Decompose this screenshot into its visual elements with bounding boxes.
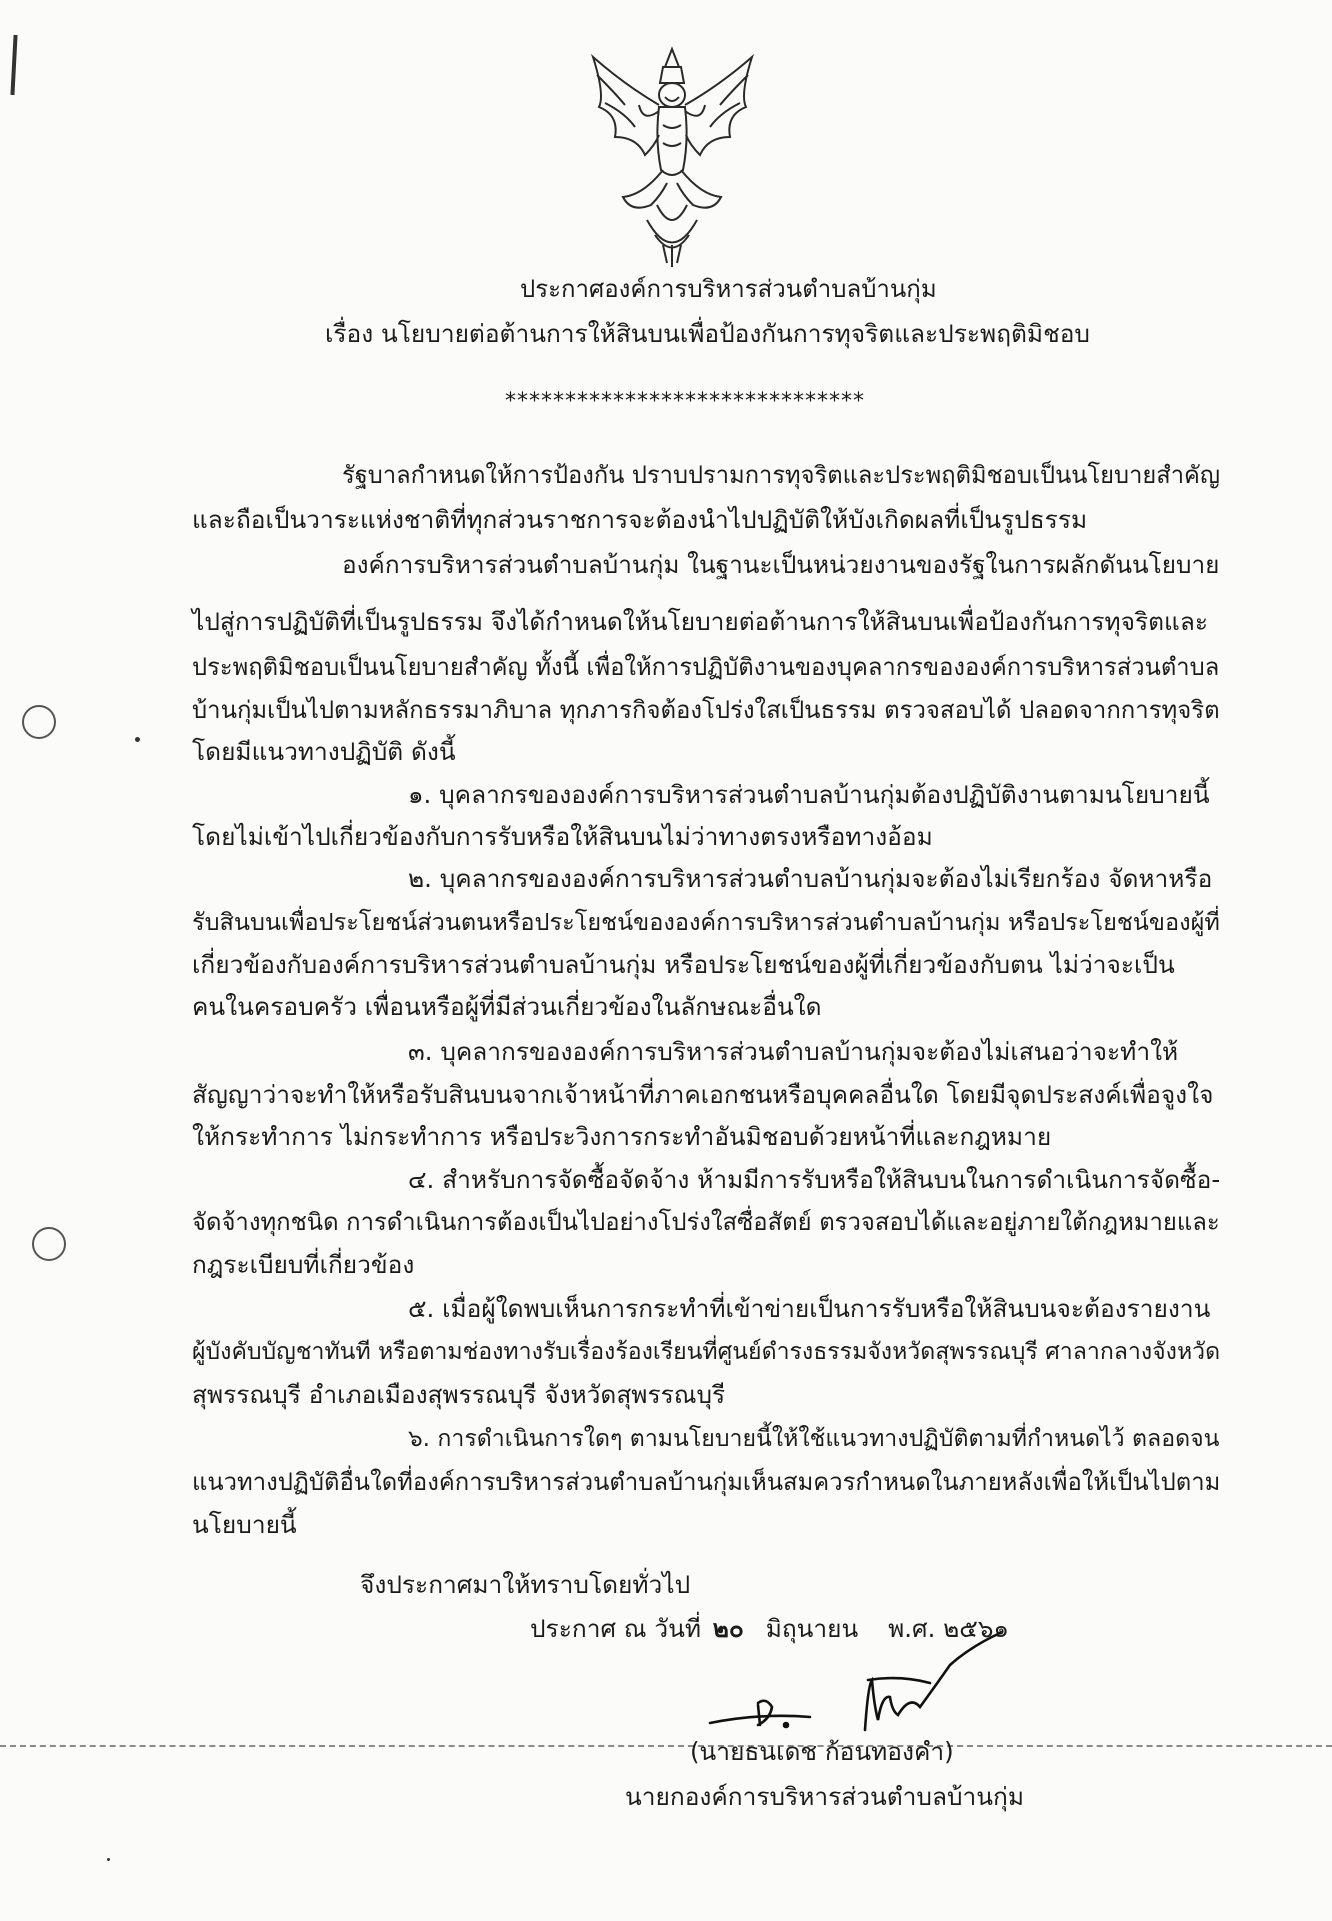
punch-hole xyxy=(22,705,56,739)
date-prefix: ประกาศ ณ วันที่ xyxy=(530,1614,701,1643)
policy-item-4: ๔. สำหรับการจัดซื้อจัดจ้าง ห้ามมีการรับหรือให้สินบนในการดำเนินการจัดซื้อ- xyxy=(408,1165,1221,1194)
body-line: ประพฤติมิชอบเป็นนโยบายสำคัญ ทั้งนี้ เพื่อให้การปฏิบัติงานของบุคลากรขององค์การบริหารส่วนตำบล xyxy=(192,653,1220,681)
document-title: ประกาศองค์การบริหารส่วนตำบลบ้านกุ่ม xyxy=(520,275,937,303)
policy-item-6: ๖. การดำเนินการใดๆ ตามนโยบายนี้ให้ใช้แนวทางปฏิบัติตามที่กำหนดไว้ ตลอดจน xyxy=(408,1426,1220,1452)
policy-item-2: ๒. บุคลากรขององค์การบริหารส่วนตำบลบ้านกุ่มจะต้องไม่เรียกร้อง จัดหาหรือ xyxy=(408,864,1213,893)
closing-announcement: จึงประกาศมาให้ทราบโดยทั่วไป xyxy=(360,1570,691,1599)
body-line: รับสินบนเพื่อประโยชน์ส่วนตนหรือประโยชน์ขององค์การบริหารส่วนตำบลบ้านกุ่ม หรือประโยชน์ของผู้ที่ xyxy=(192,908,1220,936)
policy-item-3: ๓. บุคลากรขององค์การบริหารส่วนตำบลบ้านกุ่มจะต้องไม่เสนอว่าจะทำให้ xyxy=(408,1037,1179,1066)
body-line: คนในครอบครัว เพื่อนหรือผู้ที่มีส่วนเกี่ยวข้องในลักษณะอื่นใด xyxy=(192,992,822,1021)
separator: ****************************** xyxy=(505,389,865,414)
scan-speck xyxy=(107,1858,110,1861)
body-line: รัฐบาลกำหนดให้การป้องกัน ปราบปรามการทุจริตและประพฤติมิชอบเป็นนโยบายสำคัญ xyxy=(342,461,1221,489)
body-line: บ้านกุ่มเป็นไปตามหลักธรรมาภิบาล ทุกภารกิจต้องโปร่งใสเป็นธรรม ตรวจสอบได้ ปลอดจากการทุจริต xyxy=(192,696,1220,724)
policy-item-1: ๑. บุคลากรขององค์การบริหารส่วนตำบลบ้านกุ่มต้องปฏิบัติงานตามนโยบายนี้ xyxy=(408,780,1210,809)
body-line: และถือเป็นวาระแห่งชาติที่ทุกส่วนราชการจะต้องนำไปปฏิบัติให้บังเกิดผลที่เป็นรูปธรรม xyxy=(192,505,1088,534)
signatory-name: (นายธนเดช ก้อนทองคำ) xyxy=(690,1737,954,1766)
body-line: สัญญาว่าจะทำให้หรือรับสินบนจากเจ้าหน้าที่ภาคเอกชนหรือบุคคลอื่นใด โดยมีจุดประสงค์เพื่อจูงใจ xyxy=(192,1080,1214,1109)
policy-item-5: ๕. เมื่อผู้ใดพบเห็นการกระทำที่เข้าข่ายเป็นการรับหรือให้สินบนจะต้องรายงาน xyxy=(408,1294,1211,1323)
body-line: แนวทางปฏิบัติอื่นใดที่องค์การบริหารส่วนตำบลบ้านกุ่มเห็นสมควรกำหนดในภายหลังเพื่อให้เป็นไปตาม xyxy=(192,1468,1221,1496)
body-line: จัดจ้างทุกชนิด การดำเนินการต้องเป็นไปอย่างโปร่งใสซื่อสัตย์ ตรวจสอบได้และอยู่ภายใต้กฎหมายและ xyxy=(192,1208,1220,1236)
body-line: โดยไม่เข้าไปเกี่ยวข้องกับการรับหรือให้สินบนไม่ว่าทางตรงหรือทางอ้อม xyxy=(192,822,933,851)
body-line: กฎระเบียบที่เกี่ยวข้อง xyxy=(192,1250,415,1279)
date-day: ๒๐ xyxy=(712,1614,744,1643)
body-line: โดยมีแนวทางปฏิบัติ ดังนี้ xyxy=(192,737,456,766)
body-line: ไปสู่การปฏิบัติที่เป็นรูปธรรม จึงได้กำหนดให้นโยบายต่อต้านการให้สินบนเพื่อป้องกันการทุจริตและ xyxy=(192,607,1209,636)
margin-mark xyxy=(10,35,17,95)
scan-speck xyxy=(135,737,140,742)
body-line: ให้กระทำการ ไม่กระทำการ หรือประวิงการกระทำอันมิชอบด้วยหน้าที่และกฎหมาย xyxy=(192,1122,1052,1151)
date-year: พ.ศ. ๒๕๖๑ xyxy=(888,1614,1009,1643)
body-line: สุพรรณบุรี อำเภอเมืองสุพรรณบุรี จังหวัดสุพรรณบุรี xyxy=(192,1380,726,1409)
body-line: นโยบายนี้ xyxy=(192,1510,297,1539)
garuda-emblem-icon xyxy=(585,45,760,270)
body-line: ผู้บังคับบัญชาทันที หรือตามช่องทางรับเรื่องร้องเรียนที่ศูนย์ดำรงธรรมจังหวัดสุพรรณบุรี ศาลากลางจังหวัด xyxy=(192,1339,1221,1365)
body-line: เกี่ยวข้องกับองค์การบริหารส่วนตำบลบ้านกุ่ม หรือประโยชน์ของผู้ที่เกี่ยวข้องกับตน ไม่ว่าจะเป็น xyxy=(192,950,1175,979)
handwritten-signature xyxy=(700,1625,1030,1740)
body-line: องค์การบริหารส่วนตำบลบ้านกุ่ม ในฐานะเป็นหน่วยงานของรัฐในการผลักดันนโยบาย xyxy=(342,550,1220,579)
date-month: มิถุนายน xyxy=(765,1614,859,1643)
scan-fold-line xyxy=(0,1745,1332,1747)
punch-hole xyxy=(32,1227,66,1261)
document-subject: เรื่อง นโยบายต่อต้านการให้สินบนเพื่อป้องกันการทุจริตและประพฤติมิชอบ xyxy=(325,319,1090,348)
signatory-position: นายกองค์การบริหารส่วนตำบลบ้านกุ่ม xyxy=(625,1782,1025,1811)
